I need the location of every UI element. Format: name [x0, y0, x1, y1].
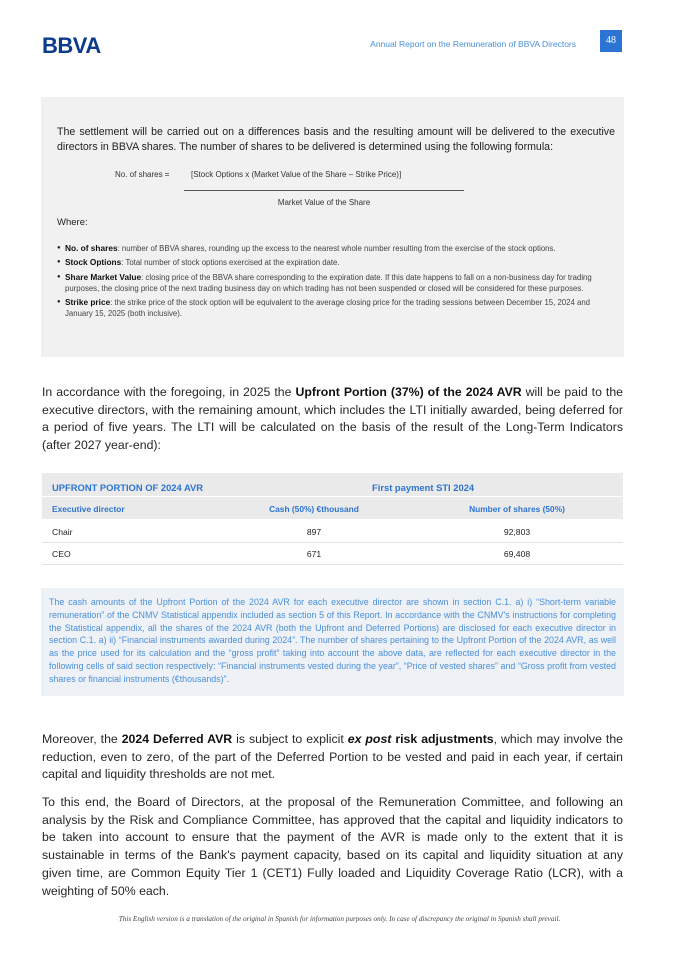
table-title-right: First payment STI 2024 — [372, 482, 475, 493]
cell-cash: 671 — [306, 549, 322, 559]
settlement-box — [41, 97, 624, 357]
definition-item: ● Share Market Value: closing price of the BBVA share corresponding to the expiration date. If this date happens to fall on a non-business day for trading purposes, the closing price of the next trading business day on which trading has not been suspended or closed will be considered for these purposes. — [57, 272, 617, 295]
cell-director: CEO — [52, 549, 71, 559]
definitions-list — [57, 243, 617, 323]
formula-numerator: [Stock Options x (Market Value of the Share – Strike Price)] — [191, 170, 402, 179]
definition-item: ● No. of shares: number of BBVA shares, rounding up the excess to the nearest whole number resulting from the exercise of the stock options. — [57, 243, 617, 254]
definition-item: ● Strike price: the strike price of the stock option will be equivalent to the average closing price for the trading sessions between December 15, 2024 and January 15, 2025 (both inclusive). — [57, 297, 617, 320]
cnmv-note-box — [41, 588, 624, 696]
table-title-left: UPFRONT PORTION OF 2024 AVR — [52, 482, 204, 493]
report-title: Annual Report on the Remuneration of BBVA Directors — [370, 39, 576, 49]
cell-shares: 92,803 — [503, 527, 531, 537]
formula-label: No. of shares = — [115, 170, 170, 179]
cell-cash: 897 — [306, 527, 322, 537]
cell-shares: 69,408 — [503, 549, 531, 559]
upfront-table-header — [42, 473, 623, 519]
definition-item: ● Stock Options: Total number of stock options exercised at the expiration date. — [57, 257, 617, 268]
formula-fraction-line — [184, 190, 464, 191]
table-row — [42, 521, 623, 543]
indicators-paragraph: To this end, the Board of Directors, at the proposal of the Remuneration Committee, and following an analysis by the Risk and Compliance Committee, has approved that the capital and liquidity indicators to be taken into account to ensure that the payment of the AVR is made only to the extent that it is sustainable in terms of the Bank's payment capacity, based on its capital and liquidity situation at any given time, are Common Equity Tier 1 (CET1) Fully loaded and Liquidity Coverage Ratio (LCR), with a weighting of 50% each. — [42, 795, 623, 898]
deferred-paragraph: Moreover, the 2024 Deferred AVR is subject to explicit ex post risk adjustments, which may involve the reduction, even to zero, of the part of the Deferred Portion to be vested and paid in each year, if certain capital and liquidity thresholds are not met. — [42, 732, 623, 782]
formula-denominator: Market Value of the Share — [277, 198, 371, 207]
where-label: Where: — [57, 217, 88, 228]
header-divider — [42, 496, 623, 497]
bbva-logo — [42, 35, 118, 55]
cell-director: Chair — [52, 527, 73, 537]
column-header-cash: Cash (50%) €thousand — [269, 504, 359, 514]
table-row — [42, 543, 623, 565]
column-header-shares: Number of shares (50%) — [469, 504, 565, 514]
translation-disclaimer: This English version is a translation of the original in Spanish for information purposes only. In case of discrepancy the original in Spanish shall prevail. — [118, 915, 561, 923]
upfront-paragraph: In accordance with the foregoing, in 2025 the Upfront Portion (37%) of the 2024 AVR will be paid to the executive directors, with the remaining amount, which includes the LTI initially awarded, being deferred for a period of five years. The LTI will be calculated on the basis of the result of the Long-Term Indicators (after 2027 year-end): — [42, 385, 623, 453]
svg-text:BBVA: BBVA — [42, 35, 101, 55]
column-header-director: Executive director — [52, 504, 125, 514]
cnmv-note-text: The cash amounts of the Upfront Portion of the 2024 AVR for each executive director are shown in section C.1. a) i) “Short-term variable remuneration” of the CNMV Statistical appendix included as section 5 of this Report. In accordance with the CNMV's instructions for completing the Statistical appendix, all the shares of the 2024 AVR (both the Upfront and Deferred Portions) are disclosed for each executive director in section C.1. a) ii) “Financial instruments awarded during 2024”. The number of shares pertaining to the Upfront Portion of the 2024 AVR, as well as the price used for its calculation and the “gross profit” taking into account the above data, are reflected for each executive director in the following cells of said section respectively: “Financial instruments vested during the year”, “Price of vested shares” and “Gross profit from vested shares or financial instruments (€thousands)”. — [49, 597, 616, 684]
page-number: 48 — [600, 30, 622, 52]
settlement-intro: The settlement will be carried out on a differences basis and the resulting amount will be delivered to the executive directors in BBVA shares. The number of shares to be delivered is determined using the following formula: — [57, 126, 615, 153]
